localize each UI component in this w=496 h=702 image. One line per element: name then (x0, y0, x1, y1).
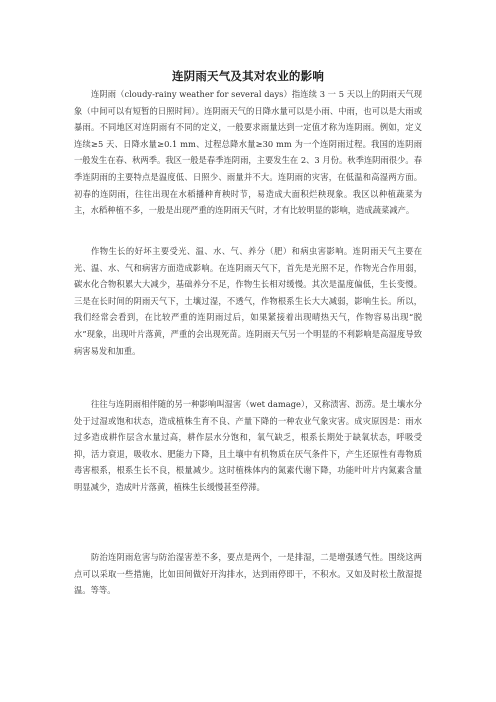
paragraph-4: 防治连阴雨危害与防治湿害差不多，要点是两个，一是排湿，二是增强透气性。围绕这两点可以采取一些措施，比如田间做好开沟排水，达到雨停即干，不积水。又如及时松土散湿提温。等等。 (74, 552, 422, 596)
paragraph-3: 往往与连阴雨相伴随的另一种影响叫湿害（wet damage），又称渍害、沥涝。是土壤水分处于过湿或饱和状态，造成植株生育不良、产量下降的一种农业气象灾害。成灾原因是：雨水过多造成耕作层含水量过高，耕作层水分饱和，氧气缺乏，根系长期处于缺氧状态，呼吸受抑，活力衰退，吸收水、肥能力下降，且土壤中有机物质在厌气条件下，产生还原性有毒物质毒害根系，根系生长不良，根量减少。这时植株体内的氮素代谢下降，功能叶叶片内氮素含量明显减少，造成叶片落黄，植株生长缓慢甚至停滞。 (74, 399, 422, 492)
paragraph-1: 连阴雨（cloudy-rainy weather for several days）指连续 3 一 5 天以上的阴雨天气现象（中间可以有短暂的日照时间）。连阴雨天气的日降水量可以是小雨、中雨，也可以是大雨或暴雨。不同地区对连阴雨有不同的定义，一般要求雨量达到一定值才称为连阴雨。例如，定义连续≥5 天、日降水量≥0.1 mm、过程总降水量≥30 mm 为一个连阴雨过程。我国的连阴雨一般发生在春、秋两季。我区一般是春季连阴雨，主要发生在 2、3 月份。秋季连阴雨很少。春季连阴雨的主要特点是温度低、日照少、雨量并不大。连阴雨的灾害，在低温和高湿两方面。初春的连阴雨，往往出现在水稻播种育秧时节，易造成大面积烂秧现象。我区以种植蔬菜为主，水稻种植不多，一般是出现严重的连阴雨天气时，才有比较明显的影响，造成蔬菜减产。 (74, 89, 422, 216)
paragraph-2: 作物生长的好坏主要受光、温、水、气、养分（肥）和病虫害影响。连阴雨天气主要在光、温、水、气和病害方面造成影响。在连阴雨天气下，首先是光照不足，作物光合作用弱，碳水化合物积累大大减少，基础养分不足，作物生长相对缓慢。其次是温度偏低，生长变慢。三是在长时间的阴雨天气下，土壤过湿，不透气，作物根系生长大大减弱，影响生长。所以，我们经常会看到，在比较严重的连阴雨过后，如果紧接着出现晴热天气，作物容易出现“脱水”现象，出现叶片落黄，严重的会出现死苗。连阴雨天气另一个明显的不利影响是高湿度导致病害易发和加重。 (74, 246, 422, 356)
document-title: 连阴雨天气及其对农业的影响 (171, 69, 325, 83)
